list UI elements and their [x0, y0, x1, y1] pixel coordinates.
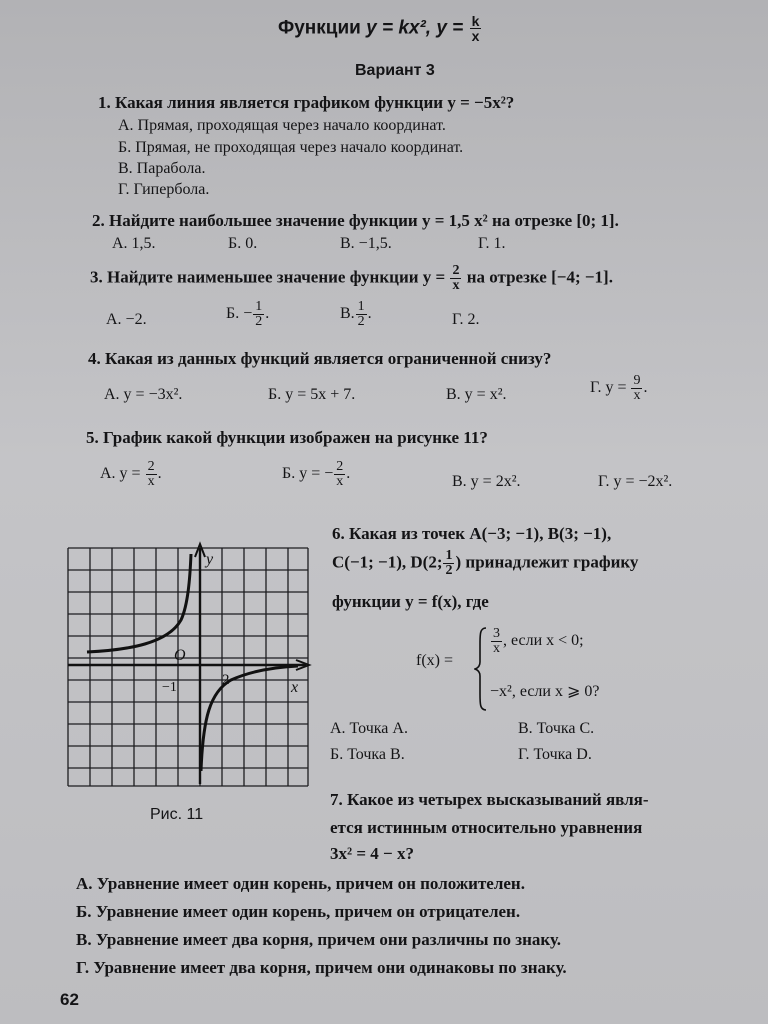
q6-line2-num: 1 — [445, 548, 453, 563]
tick-label-2: 2 — [222, 672, 230, 688]
q1-option-a: А. Прямая, проходящая через начало координат. — [118, 117, 446, 134]
q4-option-c: В. y = x². — [446, 386, 507, 403]
q3-b-prefix: Б. − — [226, 305, 253, 323]
question-7-line-1: 7. Какое из четырех высказываний явля- — [330, 790, 649, 809]
q5-b-suffix: . — [346, 465, 351, 483]
title-frac-den: x — [471, 28, 480, 44]
question-6-line-1: 6. Какая из точек A(−3; −1), B(3; −1), — [332, 524, 612, 543]
q1-option-c: В. Парабола. — [118, 160, 206, 177]
question-2: 2. Найдите наибольшее значение функции y = 1,5 x² на отрезке [0; 1]. — [92, 211, 619, 230]
q5-option-a — [100, 460, 162, 489]
piecewise-fx: f(x) = — [416, 652, 454, 669]
q5-b-num: 2 — [336, 459, 344, 474]
q3-option-a: А. −2. — [106, 311, 147, 328]
question-1: 1. Какая линия является графиком функции y = −5x²? — [98, 93, 515, 112]
y-axis-label: y — [206, 551, 214, 568]
q4-d-prefix: Г. y = — [590, 379, 627, 397]
figure-caption: Рис. 11 — [150, 806, 204, 823]
q3-c-den: 2 — [357, 314, 365, 329]
q3-frac-num: 2 — [452, 263, 460, 278]
q3-option-d: Г. 2. — [452, 311, 480, 328]
q5-option-d: Г. y = −2x². — [598, 473, 673, 490]
title-frac-num: k — [471, 13, 480, 29]
q2-option-d: Г. 1. — [478, 235, 506, 252]
q6-option-d: Г. Точка D. — [518, 746, 592, 763]
tick-label-neg1: −1 — [162, 680, 177, 695]
q5-option-b — [282, 460, 350, 489]
question-5: 5. График какой функции изображен на рисунке 11? — [86, 428, 488, 447]
q5-a-suffix: . — [157, 465, 162, 483]
q7-option-c: В. Уравнение имеет два корня, причем они различны по знаку. — [76, 930, 562, 949]
q4-d-num: 9 — [633, 373, 641, 388]
q6-line2-den: 2 — [445, 563, 453, 578]
case1-tail: , если x < 0; — [503, 632, 584, 650]
title-prefix: Функции — [278, 17, 367, 39]
question-4: 4. Какая из данных функций является ограниченной снизу? — [88, 349, 552, 368]
q6-line2-suffix: ) принадлежит графику — [455, 552, 639, 572]
q6-line2-prefix: C(−1; −1), D(2; — [332, 552, 443, 572]
q4-option-a: А. y = −3x². — [104, 386, 183, 403]
curve-branch-left — [87, 554, 191, 652]
curve-branch-right — [201, 666, 298, 771]
q4-option-d — [590, 374, 647, 403]
q5-b-prefix: Б. y = − — [282, 465, 334, 483]
q6-option-b: Б. Точка B. — [330, 746, 405, 763]
q3-option-b — [226, 300, 269, 329]
q5-b-den: x — [336, 474, 344, 489]
q5-a-num: 2 — [147, 459, 155, 474]
title-formula: y = kx², y = — [366, 17, 464, 39]
variant-heading: Вариант 3 — [355, 62, 435, 79]
origin-label: O — [174, 647, 186, 664]
question-3 — [90, 264, 613, 293]
q4-d-den: x — [633, 388, 641, 403]
question-7-line-3: 3x² = 4 − x? — [330, 844, 414, 863]
q3-frac-den: x — [452, 278, 460, 293]
q3-b-num: 1 — [255, 299, 263, 314]
q3-text-after: на отрезке [−4; −1]. — [466, 267, 613, 287]
q6-option-a: А. Точка A. — [330, 720, 408, 737]
q3-c-prefix: В. — [340, 305, 355, 323]
q2-option-a: А. 1,5. — [112, 235, 156, 252]
q3-text-before: 3. Найдите наименьшее значение функции y = — [90, 267, 446, 287]
q7-option-b: Б. Уравнение имеет один корень, причем он отрицателен. — [76, 902, 521, 921]
case1-num: 3 — [493, 626, 500, 641]
q4-d-suffix: . — [643, 379, 648, 397]
q7-option-a: А. Уравнение имеет один корень, причем он положителен. — [76, 874, 525, 893]
case1-den: x — [493, 641, 500, 656]
q1-option-d: Г. Гипербола. — [118, 181, 210, 198]
q5-option-c: В. y = 2x². — [452, 473, 521, 490]
q2-option-c: В. −1,5. — [340, 235, 392, 252]
q1-option-b: Б. Прямая, не проходящая через начало координат. — [118, 139, 464, 156]
q3-b-den: 2 — [255, 314, 263, 329]
piecewise-case-2: −x², если x ⩾ 0? — [490, 683, 600, 700]
figure-11-graph — [60, 540, 322, 800]
q5-a-den: x — [147, 474, 155, 489]
question-7-line-2: ется истинным относительно уравнения — [330, 818, 643, 837]
q3-c-num: 1 — [357, 299, 365, 314]
q5-a-prefix: А. y = — [100, 465, 141, 483]
x-axis-label: x — [291, 679, 299, 696]
piecewise-brace — [474, 626, 488, 712]
q7-option-d: Г. Уравнение имеет два корня, причем они одинаковы по знаку. — [76, 958, 567, 977]
q3-option-c — [340, 300, 372, 329]
q3-c-suffix: . — [367, 305, 372, 323]
piecewise-case-1 — [490, 627, 584, 656]
q2-option-b: Б. 0. — [228, 235, 258, 252]
question-6-line-2 — [332, 549, 638, 578]
question-6-line-3: функции y = f(x), где — [332, 592, 489, 611]
q3-b-suffix: . — [265, 305, 270, 323]
page-number: 62 — [60, 990, 79, 1009]
q6-option-c: В. Точка C. — [518, 720, 595, 737]
q4-option-b: Б. y = 5x + 7. — [268, 386, 356, 403]
page-title — [278, 14, 482, 43]
